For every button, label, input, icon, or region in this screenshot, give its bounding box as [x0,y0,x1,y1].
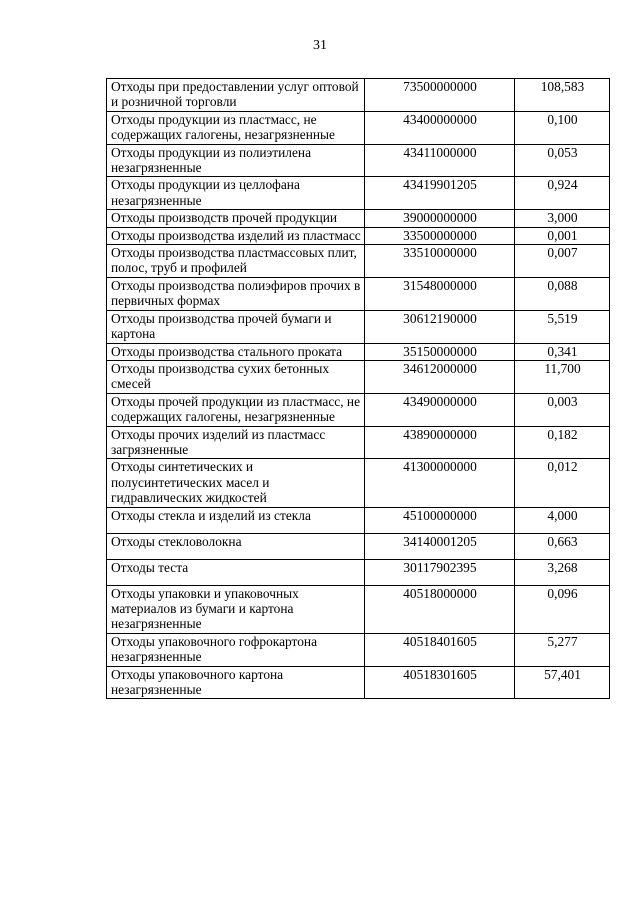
waste-code-cell: 33510000000 [365,245,515,278]
table-row [107,277,610,310]
table-row [107,177,610,210]
waste-amount-cell: 3,000 [515,210,610,227]
waste-name-cell: Отходы стекловолокна [107,533,365,559]
waste-name-cell: Отходы производства пластмассовых плит, полос, труб и профилей [107,245,365,278]
waste-amount-cell: 11,700 [515,360,610,393]
waste-code-cell: 40518401605 [365,633,515,666]
waste-amount-cell: 0,341 [515,343,610,360]
waste-name-cell: Отходы упаковки и упаковочных материалов из бумаги и картона незагрязненные [107,585,365,633]
table-row [107,585,610,633]
waste-name-cell: Отходы производств прочей продукции [107,210,365,227]
waste-amount-cell: 0,088 [515,277,610,310]
table-row [107,144,610,177]
waste-code-cell: 73500000000 [365,79,515,112]
table-row [107,459,610,507]
table-row [107,210,610,227]
waste-code-cell: 35150000000 [365,343,515,360]
waste-code-cell: 40518301605 [365,666,515,699]
waste-name-cell: Отходы упаковочного картона незагрязненные [107,666,365,699]
waste-name-cell: Отходы производства стального проката [107,343,365,360]
table-row [107,245,610,278]
waste-amount-cell: 57,401 [515,666,610,699]
waste-name-cell: Отходы производства изделий из пластмасс [107,227,365,244]
waste-code-cell: 34140001205 [365,533,515,559]
waste-amount-cell: 5,277 [515,633,610,666]
table-row [107,633,610,666]
waste-amount-cell: 4,000 [515,507,610,533]
table-row [107,227,610,244]
table-row [107,111,610,144]
waste-amount-cell: 0,012 [515,459,610,507]
waste-code-cell: 40518000000 [365,585,515,633]
waste-code-cell: 43890000000 [365,426,515,459]
waste-name-cell: Отходы продукции из целлофана незагрязненные [107,177,365,210]
waste-amount-cell: 108,583 [515,79,610,112]
waste-code-cell: 30117902395 [365,559,515,585]
waste-name-cell: Отходы прочих изделий из пластмасс загрязненные [107,426,365,459]
waste-amount-cell: 0,003 [515,393,610,426]
table-row [107,360,610,393]
waste-name-cell: Отходы продукции из пластмасс, не содержащих галогены, незагрязненные [107,111,365,144]
table-row [107,666,610,699]
waste-amount-cell: 5,519 [515,310,610,343]
waste-name-cell: Отходы синтетических и полусинтетических масел и гидравлических жидкостей [107,459,365,507]
waste-amount-cell: 0,053 [515,144,610,177]
waste-name-cell: Отходы упаковочного гофрокартона незагрязненные [107,633,365,666]
waste-name-cell: Отходы при предоставлении услуг оптовой и розничной торговли [107,79,365,112]
waste-amount-cell: 0,100 [515,111,610,144]
waste-code-cell: 41300000000 [365,459,515,507]
waste-amount-cell: 0,001 [515,227,610,244]
waste-amount-cell: 0,924 [515,177,610,210]
waste-code-cell: 43490000000 [365,393,515,426]
waste-code-cell: 43411000000 [365,144,515,177]
table-row [107,343,610,360]
waste-name-cell: Отходы теста [107,559,365,585]
waste-name-cell: Отходы прочей продукции из пластмасс, не содержащих галогены, незагрязненные [107,393,365,426]
waste-code-cell: 45100000000 [365,507,515,533]
waste-amount-cell: 0,007 [515,245,610,278]
waste-code-cell: 39000000000 [365,210,515,227]
waste-table [106,78,610,699]
waste-code-cell: 31548000000 [365,277,515,310]
waste-name-cell: Отходы стекла и изделий из стекла [107,507,365,533]
waste-code-cell: 43419901205 [365,177,515,210]
table-row [107,426,610,459]
waste-code-cell: 43400000000 [365,111,515,144]
table-row [107,559,610,585]
table-row [107,533,610,559]
table-body [107,79,610,699]
waste-amount-cell: 0,182 [515,426,610,459]
waste-name-cell: Отходы производства прочей бумаги и картона [107,310,365,343]
table-row [107,393,610,426]
waste-amount-cell: 3,268 [515,559,610,585]
waste-amount-cell: 0,096 [515,585,610,633]
table-row [107,507,610,533]
waste-name-cell: Отходы продукции из полиэтилена незагрязненные [107,144,365,177]
waste-name-cell: Отходы производства полиэфиров прочих в первичных формах [107,277,365,310]
table-row [107,310,610,343]
waste-amount-cell: 0,663 [515,533,610,559]
page-number: 31 [313,38,327,53]
waste-code-cell: 30612190000 [365,310,515,343]
waste-name-cell: Отходы производства сухих бетонных смесей [107,360,365,393]
table-row [107,79,610,112]
waste-code-cell: 34612000000 [365,360,515,393]
waste-code-cell: 33500000000 [365,227,515,244]
